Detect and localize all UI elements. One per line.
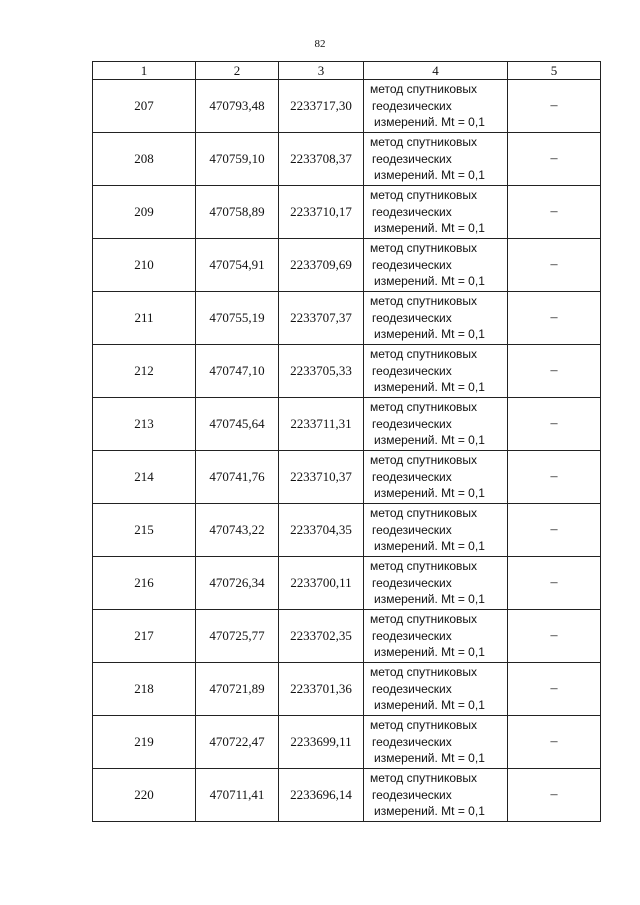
method-line: измерений. Mt = 0,1 xyxy=(374,592,485,607)
method-cell xyxy=(364,133,508,186)
method-line: метод спутниковых xyxy=(370,135,478,150)
method-cell xyxy=(364,769,508,822)
table-row xyxy=(93,133,601,186)
method-line: геодезических xyxy=(372,787,452,802)
method-cell xyxy=(364,557,508,610)
method-line: измерений. Mt = 0,1 xyxy=(374,327,485,342)
method-line: измерений. Mt = 0,1 xyxy=(374,751,485,766)
point-number-cell: 215 xyxy=(93,504,196,557)
table-header-row xyxy=(93,62,601,80)
coordinate-y-cell: 2233708,37 xyxy=(279,133,364,186)
method-line: метод спутниковых xyxy=(370,188,478,203)
column-header-5: 5 xyxy=(508,62,601,80)
table-row xyxy=(93,451,601,504)
method-line: измерений. Mt = 0,1 xyxy=(374,804,485,819)
method-line: геодезических xyxy=(372,98,452,113)
method-line: метод спутниковых xyxy=(370,400,478,415)
method-line: метод спутниковых xyxy=(370,612,478,627)
table-row xyxy=(93,345,601,398)
method-line: геодезических xyxy=(372,628,452,643)
note-cell: – xyxy=(508,557,601,610)
note-cell: – xyxy=(508,345,601,398)
point-number-cell: 214 xyxy=(93,451,196,504)
method-line: геодезических xyxy=(372,416,452,431)
note-cell: – xyxy=(508,504,601,557)
method-line: метод спутниковых xyxy=(370,506,478,521)
point-number-cell: 219 xyxy=(93,716,196,769)
coordinate-y-cell: 2233701,36 xyxy=(279,663,364,716)
coordinate-x-cell: 470743,22 xyxy=(196,504,279,557)
note-cell: – xyxy=(508,451,601,504)
method-line: геодезических xyxy=(372,151,452,166)
method-cell xyxy=(364,716,508,769)
coordinate-y-cell: 2233702,35 xyxy=(279,610,364,663)
method-line: геодезических xyxy=(372,734,452,749)
column-header-2: 2 xyxy=(196,62,279,80)
table-row xyxy=(93,663,601,716)
method-line: геодезических xyxy=(372,204,452,219)
coordinate-x-cell: 470758,89 xyxy=(196,186,279,239)
method-line: геодезических xyxy=(372,469,452,484)
method-line: геодезических xyxy=(372,575,452,590)
method-line: геодезических xyxy=(372,257,452,272)
coordinate-y-cell: 2233709,69 xyxy=(279,239,364,292)
column-header-3: 3 xyxy=(279,62,364,80)
method-line: измерений. Mt = 0,1 xyxy=(374,645,485,660)
method-line: измерений. Mt = 0,1 xyxy=(374,433,485,448)
coordinate-y-cell: 2233705,33 xyxy=(279,345,364,398)
method-cell xyxy=(364,610,508,663)
method-cell xyxy=(364,663,508,716)
table-body xyxy=(93,80,601,822)
method-cell xyxy=(364,398,508,451)
method-cell xyxy=(364,80,508,133)
method-line: метод спутниковых xyxy=(370,82,478,97)
note-cell: – xyxy=(508,663,601,716)
point-number-cell: 207 xyxy=(93,80,196,133)
point-number-cell: 216 xyxy=(93,557,196,610)
method-line: геодезических xyxy=(372,681,452,696)
method-line: измерений. Mt = 0,1 xyxy=(374,539,485,554)
coordinate-y-cell: 2233696,14 xyxy=(279,769,364,822)
note-cell: – xyxy=(508,398,601,451)
note-cell: – xyxy=(508,186,601,239)
method-line: метод спутниковых xyxy=(370,453,478,468)
table-row xyxy=(93,80,601,133)
method-line: метод спутниковых xyxy=(370,771,478,786)
note-cell: – xyxy=(508,769,601,822)
coordinate-y-cell: 2233704,35 xyxy=(279,504,364,557)
column-header-4: 4 xyxy=(364,62,508,80)
point-number-cell: 220 xyxy=(93,769,196,822)
note-cell: – xyxy=(508,610,601,663)
coordinate-x-cell: 470721,89 xyxy=(196,663,279,716)
note-cell: – xyxy=(508,80,601,133)
note-cell: – xyxy=(508,133,601,186)
coordinate-x-cell: 470711,41 xyxy=(196,769,279,822)
method-cell xyxy=(364,504,508,557)
coordinate-y-cell: 2233700,11 xyxy=(279,557,364,610)
method-cell xyxy=(364,186,508,239)
coordinate-y-cell: 2233710,17 xyxy=(279,186,364,239)
method-cell xyxy=(364,345,508,398)
method-line: метод спутниковых xyxy=(370,241,478,256)
method-line: метод спутниковых xyxy=(370,347,478,362)
method-line: геодезических xyxy=(372,363,452,378)
coordinate-y-cell: 2233710,37 xyxy=(279,451,364,504)
method-line: метод спутниковых xyxy=(370,559,478,574)
method-line: измерений. Mt = 0,1 xyxy=(374,380,485,395)
table-row xyxy=(93,398,601,451)
method-line: метод спутниковых xyxy=(370,665,478,680)
table-row xyxy=(93,716,601,769)
method-line: геодезических xyxy=(372,522,452,537)
method-cell xyxy=(364,292,508,345)
note-cell: – xyxy=(508,239,601,292)
note-cell: – xyxy=(508,292,601,345)
coordinate-x-cell: 470725,77 xyxy=(196,610,279,663)
method-line: измерений. Mt = 0,1 xyxy=(374,486,485,501)
coordinate-x-cell: 470726,34 xyxy=(196,557,279,610)
method-line: метод спутниковых xyxy=(370,718,478,733)
coordinate-x-cell: 470745,64 xyxy=(196,398,279,451)
method-line: измерений. Mt = 0,1 xyxy=(374,274,485,289)
coordinate-x-cell: 470754,91 xyxy=(196,239,279,292)
coordinate-y-cell: 2233717,30 xyxy=(279,80,364,133)
method-cell xyxy=(364,239,508,292)
table-row xyxy=(93,557,601,610)
coordinate-x-cell: 470755,19 xyxy=(196,292,279,345)
note-cell: – xyxy=(508,716,601,769)
table-row xyxy=(93,610,601,663)
point-number-cell: 212 xyxy=(93,345,196,398)
table-row xyxy=(93,504,601,557)
point-number-cell: 218 xyxy=(93,663,196,716)
coordinate-y-cell: 2233711,31 xyxy=(279,398,364,451)
method-line: измерений. Mt = 0,1 xyxy=(374,115,485,130)
table-row xyxy=(93,186,601,239)
method-line: измерений. Mt = 0,1 xyxy=(374,698,485,713)
point-number-cell: 217 xyxy=(93,610,196,663)
column-header-1: 1 xyxy=(93,62,196,80)
method-line: измерений. Mt = 0,1 xyxy=(374,221,485,236)
point-number-cell: 208 xyxy=(93,133,196,186)
method-cell xyxy=(364,451,508,504)
table-row xyxy=(93,239,601,292)
point-number-cell: 213 xyxy=(93,398,196,451)
coordinate-y-cell: 2233707,37 xyxy=(279,292,364,345)
table-row xyxy=(93,292,601,345)
coordinate-x-cell: 470759,10 xyxy=(196,133,279,186)
coordinates-table xyxy=(92,61,601,822)
coordinate-x-cell: 470722,47 xyxy=(196,716,279,769)
method-line: геодезических xyxy=(372,310,452,325)
coordinate-x-cell: 470747,10 xyxy=(196,345,279,398)
page-number: 82 xyxy=(314,38,326,50)
coordinate-x-cell: 470741,76 xyxy=(196,451,279,504)
point-number-cell: 211 xyxy=(93,292,196,345)
method-line: метод спутниковых xyxy=(370,294,478,309)
table-row xyxy=(93,769,601,822)
method-line: измерений. Mt = 0,1 xyxy=(374,168,485,183)
point-number-cell: 210 xyxy=(93,239,196,292)
coordinate-x-cell: 470793,48 xyxy=(196,80,279,133)
coordinate-y-cell: 2233699,11 xyxy=(279,716,364,769)
point-number-cell: 209 xyxy=(93,186,196,239)
